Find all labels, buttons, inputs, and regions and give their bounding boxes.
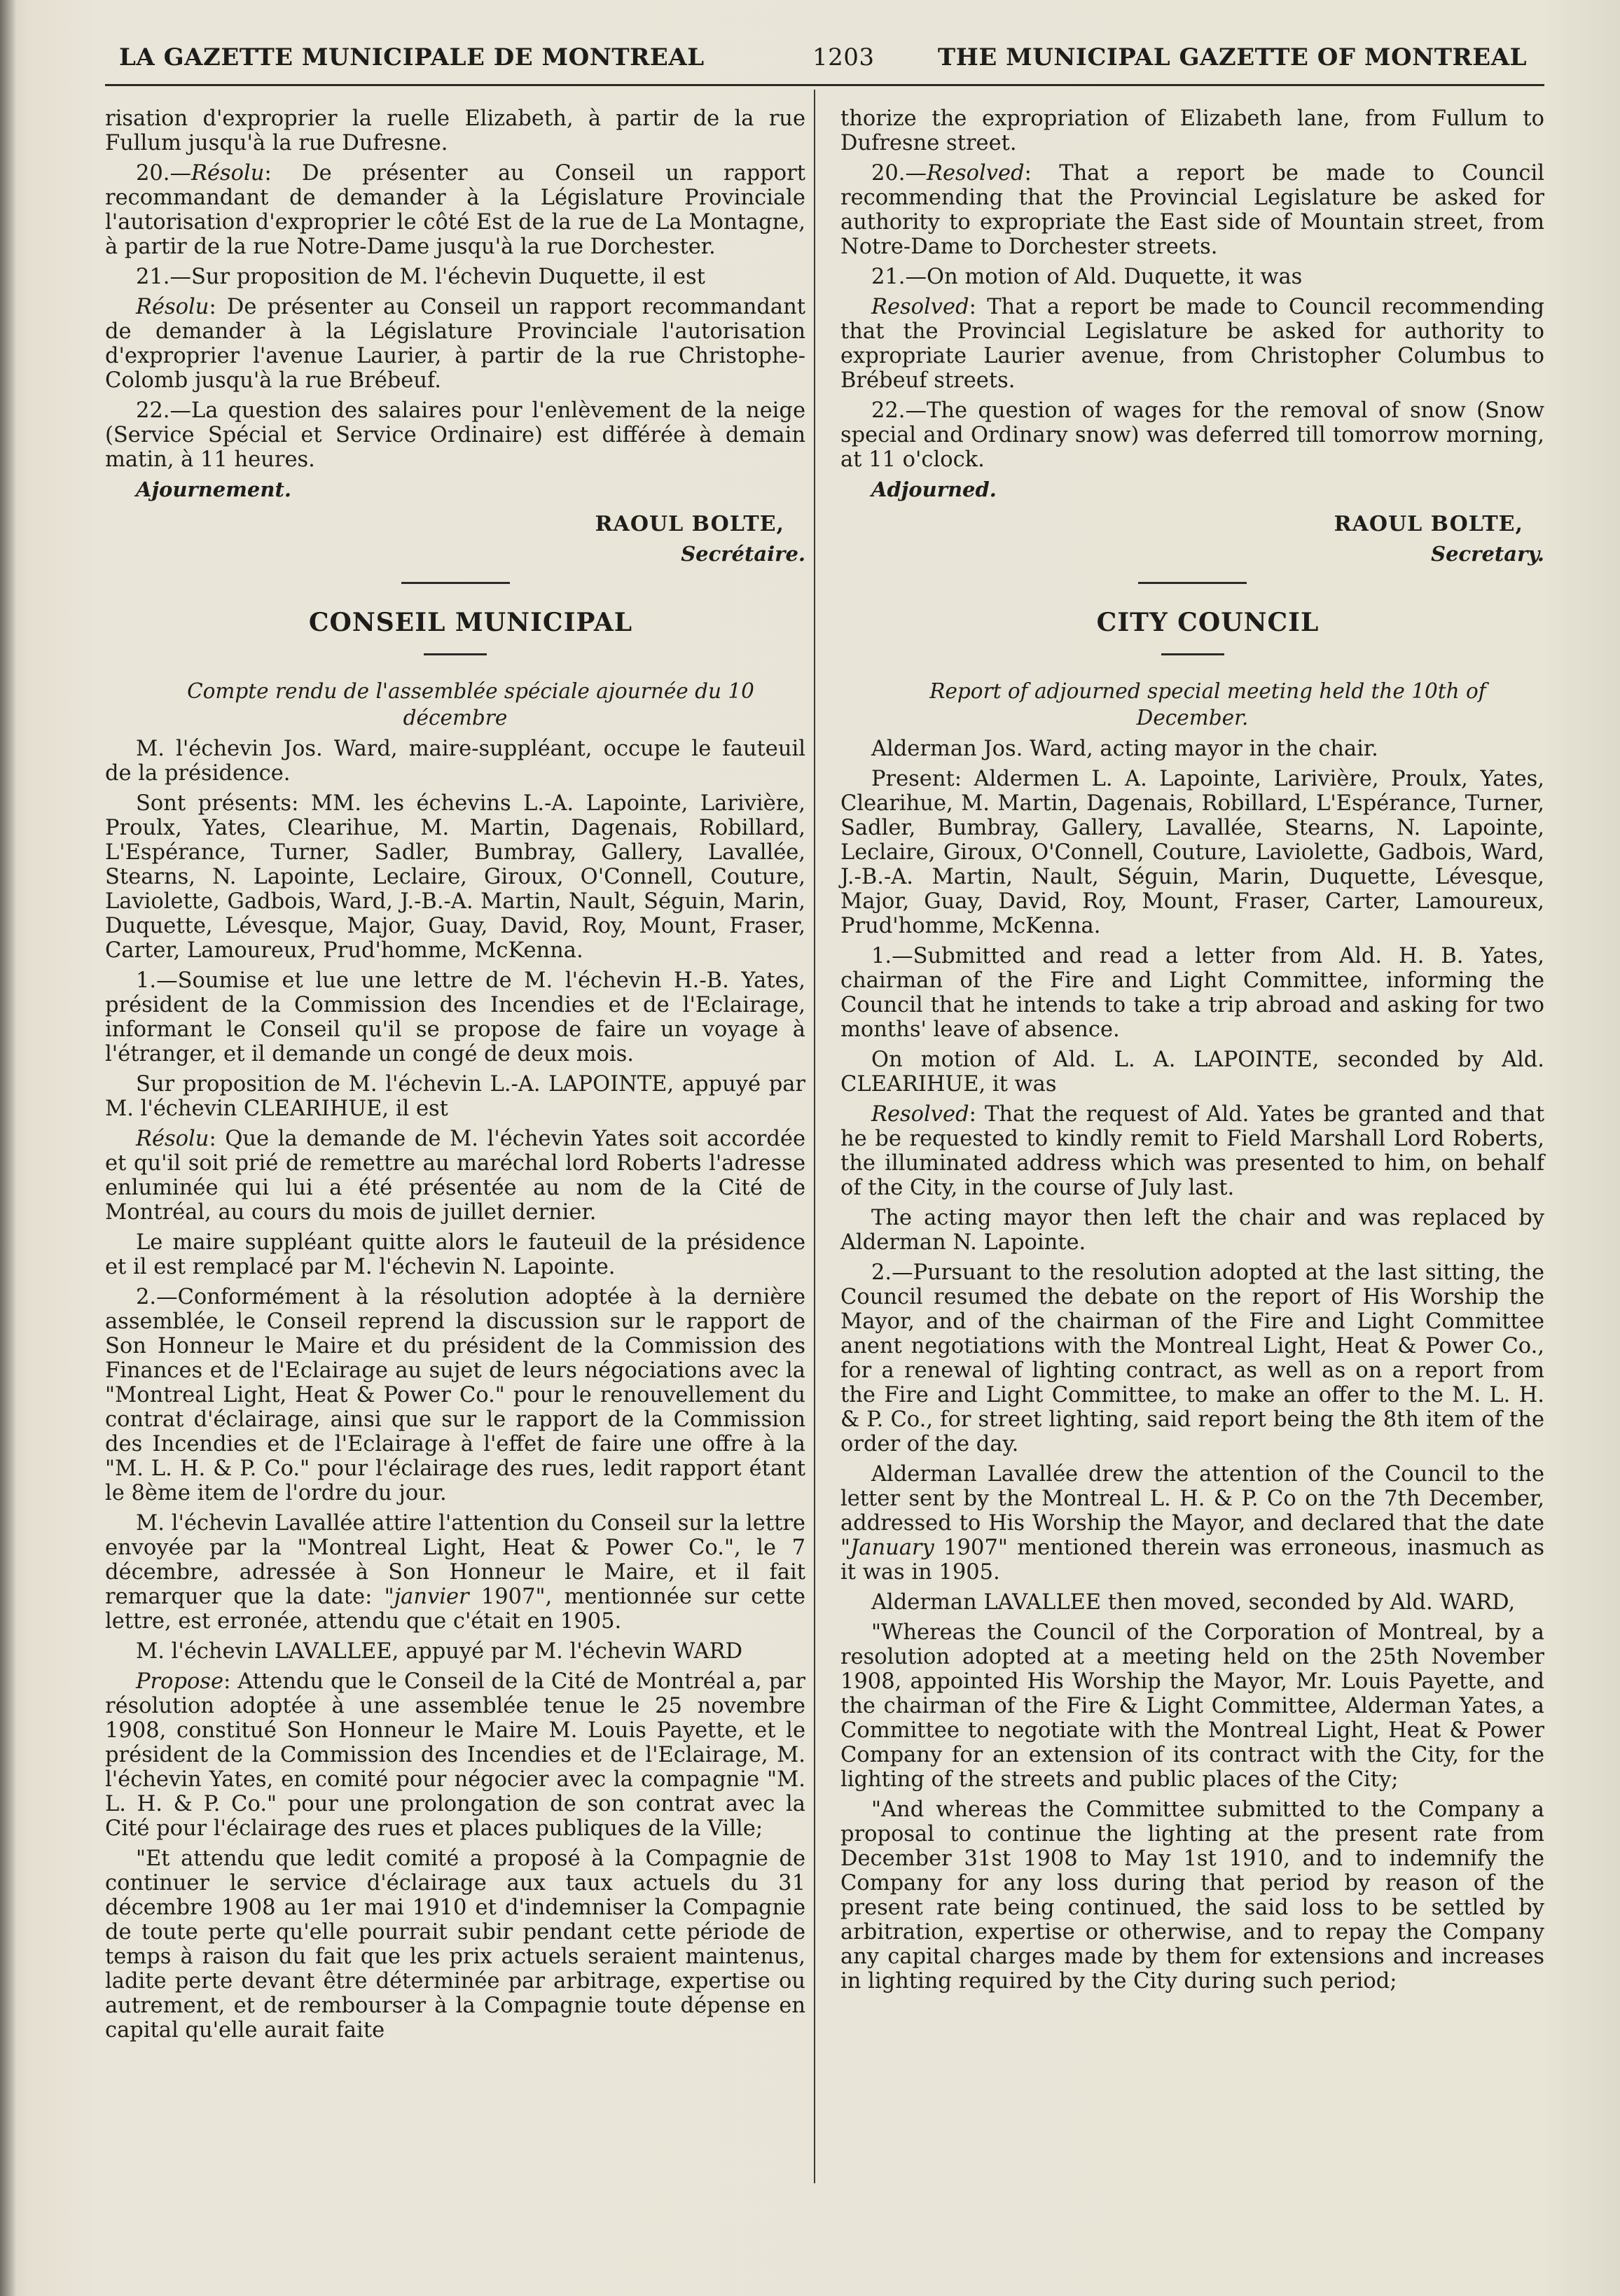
paragraph: Alderman LAVALLEE then moved, seconded by Ald. WARD,: [871, 1590, 1516, 1615]
paragraph: Le maire suppléant quitte alors le fauteuil de la présidence et il est remplacé par M. l'échevin N. Lapointe.: [105, 1230, 805, 1279]
signature-title: Secretary.: [1431, 542, 1544, 566]
item-number: 20.—: [136, 161, 192, 186]
resolution-lead: Resolved: [927, 161, 1025, 186]
resolution-lead: Resolved: [871, 295, 969, 319]
paragraph: "Et attendu que ledit comité a proposé à la Compagnie de continuer le service d'éclairage aux taux actuels du 31 décembre 1908 au 1er mai 1910 et d'indemniser la Compagnie de toute perte qu'elle pourrait subir pendant cette période de temps à raison du fait que les prix actuels seraient maintenus, ladite perte devant être déterminée par arbitrage, expertise ou autrement, et de rembourser à la Compagnie toute dépense en capital qu'elle aurait faite: [105, 1846, 805, 2043]
paragraph: [840, 295, 1544, 393]
paragraph-text: : De présenter au Conseil un rapport recommandant de demander à la Législature Provinciale l'autorisation d'exproprier le côté Est de la rue de La Montagne, à partir de la rue Notre-Dame jusqu'à la rue Dorchester.: [105, 161, 805, 259]
paragraph: M. l'échevin LAVALLEE, appuyé par M. l'échevin WARD: [136, 1639, 743, 1664]
paragraph: 21.—Sur proposition de M. l'échevin Duquette, il est: [136, 265, 705, 289]
signature-name: RAOUL BOLTE,: [1334, 512, 1523, 536]
paragraph-text: : Que la demande de M. l'échevin Yates soit accordée et qu'il soit prié de remettre au maréchal lord Roberts l'adresse enluminée qui lui a été présentée au nom de la Cité de Montréal, au cours du mois de juillet dernier.: [105, 1127, 805, 1225]
resolution-lead: Propose: [136, 1669, 224, 1694]
paragraph-text: 1907", mentionnée sur cette lettre, est erronée, attendu que c'était en 1905.: [105, 1585, 805, 1634]
resolution-lead: Résolu: [136, 295, 209, 319]
paragraph: [105, 1669, 805, 1841]
paragraph: 2.—Conformément à la résolution adoptée à la dernière assemblée, le Conseil reprend la discussion sur le rapport de Son Honneur le Maire et du président de la Commission des Finances et de l'Eclairage au sujet de leurs négociations avec la "Montreal Light, Heat & Power Co." pour le renouvellement du contrat d'éclairage, ainsi que sur le rapport de la Commission des Incendies et de l'Eclairage à l'effet de faire une offre à la "M. L. H. & P. Co." pour l'éclairage des rues, ledit rapport étant le 8ème item de l'ordre du jour.: [105, 1285, 805, 1505]
paragraph: 22.—La question des salaires pour l'enlèvement de la neige (Service Spécial et Service Ordinaire) est différée à demain matin, à 11 heures.: [105, 398, 805, 472]
paragraph: Sont présents: MM. les échevins L.-A. Lapointe, Larivière, Proulx, Yates, Clearihue, M. Martin, Dagenais, Robillard, L'Espérance, Turner, Sadler, Bumbray, Gallery, Lavallée, Stearns, N. Lapointe, Leclaire, Giroux, O'Connell, Couture, Laviolette, Gadbois, Ward, J.-B.-A. Martin, Nault, Séguin, Marin, Duquette, Lévesque, Major, Guay, David, Roy, Mount, Fraser, Carter, Lamoureux, Prud'homme, McKenna.: [105, 791, 805, 963]
paragraph: 21.—On motion of Ald. Duquette, it was: [871, 265, 1303, 289]
paragraph-text: Alderman Lavallée drew the attention of the Council to the letter sent by the Montreal L. H. & P. Co on the 7th December, addressed to His Worship the Mayor, and declared that the date ": [840, 1462, 1544, 1560]
paragraph: [105, 1127, 805, 1225]
paragraph: On motion of Ald. L. A. LAPOINTE, seconded by Ald. CLEARIHUE, it was: [840, 1048, 1544, 1097]
section-divider: [401, 582, 510, 584]
paragraph: "And whereas the Committee submitted to the Company a proposal to continue the lighting at the present rate from December 31st 1908 to May 1st 1910, and to indemnify the Company for any loss during that period by reason of the present rate being continued, the said loss to be settled by arbitration, expertise or otherwise, and to repay the Company any capital charges made by them for extensions and increases in lighting required by the City during such period;: [840, 1797, 1544, 1994]
column-divider: [814, 90, 815, 2183]
paragraph: thorize the expropriation of Elizabeth lane, from Fullum to Dufresne street.: [840, 106, 1544, 155]
title-divider: [1161, 653, 1224, 655]
paragraph: Alderman Jos. Ward, acting mayor in the chair.: [871, 737, 1378, 761]
paragraph: "Whereas the Council of the Corporation of Montreal, by a resolution adopted at a meeting held on the 25th November 1908, appointed His Worship the Mayor, Mr. Louis Payette, and the chairman of the Fire & Light Committee, Alderman Yates, a Committee to negotiate with the Montreal Light, Heat & Power Company for an extension of its contract with the City, for the lighting of the streets and public places of the City;: [840, 1620, 1544, 1792]
paragraph-text: M. l'échevin Lavallée attire l'attention du Conseil sur la lettre envoyée par la "Montreal Light, Heat & Power Co.", le 7 décembre, adressée à Son Honneur le Maire, et il fait remarquer que la date: ": [105, 1511, 805, 1609]
paragraph: Sur proposition de M. l'échevin L.-A. LAPOINTE, appuyé par M. l'échevin CLEARIHUE, il est: [105, 1072, 805, 1121]
paragraph-text: : That the request of Ald. Yates be granted and that he be requested to kindly remit to Field Marshall Lord Roberts, the illuminated address which was presented to him, on behalf of the City, in the course of July last.: [840, 1102, 1544, 1200]
paragraph: 22.—The question of wages for the removal of snow (Snow special and Ordinary snow) was deferred till tomorrow morning, at 11 o'clock.: [840, 398, 1544, 472]
paragraph-text: : That a report be made to Council recommending that the Provincial Legislature be asked for authority to expropriate Laurier avenue, from Christopher Columbus to Brébeuf streets.: [840, 295, 1544, 393]
paragraph: 2.—Pursuant to the resolution adopted at the last sitting, the Council resumed the debate on the report of His Worship the Mayor, and of the chairman of the Fire and Light Committee anent negotiations with the Montreal Light, Heat & Power Co., for a renewal of lighting contract, as well as on a report from the Fire and Light Committee, to make an offer to the M. L. H. & P. Co., for street lighting, said report being the 8th item of the order of the day.: [840, 1260, 1544, 1456]
paragraph: [840, 161, 1544, 259]
section-title: CITY COUNCIL: [1096, 608, 1320, 637]
paragraph-text: : De présenter au Conseil un rapport recommandant de demander à la Législature Provinciale l'autorisation d'exproprier l'avenue Laurier, à partir de la rue Christophe-Colomb jusqu'à la rue Brébeuf.: [105, 295, 805, 393]
signature-name: RAOUL BOLTE,: [595, 512, 784, 536]
adjournment-note: Ajournement.: [136, 478, 291, 501]
adjournment-note: Adjourned.: [871, 478, 997, 501]
paragraph: 1.—Submitted and read a letter from Ald. H. B. Yates, chairman of the Fire and Light Committee, informing the Council that he intends to take a trip abroad and asking for two months' leave of absence.: [840, 944, 1544, 1042]
section-subtitle: Report of adjourned special meeting held the 10th of December.: [929, 679, 1486, 730]
page-binding-edge: [0, 0, 15, 2296]
french-column: [105, 106, 805, 2048]
paragraph: Present: Aldermen L. A. Lapointe, Larivière, Proulx, Yates, Clearihue, M. Martin, Dagenais, Robillard, L'Espérance, Turner, Sadler, Bumbray, Gallery, Lavallée, Stearns, N. Lapointe, Leclaire, Giroux, O'Connell, Couture, Laviolette, Gadbois, Ward, J.-B.-A. Martin, Nault, Séguin, Marin, Duquette, Lévesque, Major, Guay, David, Roy, Mount, Fraser, Carter, Lamoureux, Prud'homme, McKenna.: [840, 767, 1544, 938]
italic-word: January: [850, 1536, 934, 1560]
paragraph: 1.—Soumise et lue une lettre de M. l'échevin H.-B. Yates, président de la Commission des Incendies et de l'Eclairage, informant le Conseil qu'il se propose de faire un voyage à l'étranger, et il demande un congé de deux mois.: [105, 968, 805, 1066]
item-number: 20.—: [871, 161, 927, 186]
resolution-lead: Resolved: [871, 1102, 969, 1127]
paragraph: [840, 1462, 1544, 1585]
section-divider: [1138, 582, 1247, 584]
signature-title: Secrétaire.: [681, 542, 805, 566]
resolution-lead: Résolu: [136, 1127, 209, 1151]
header-english-title: THE MUNICIPAL GAZETTE OF MONTREAL: [937, 43, 1527, 71]
section-subtitle: Compte rendu de l'assemblée spéciale ajournée du 10 décembre: [187, 679, 754, 730]
english-column: [840, 106, 1544, 1999]
page-header: [112, 43, 1541, 78]
paragraph: [105, 1511, 805, 1634]
title-divider: [424, 653, 487, 655]
paragraph: [840, 1102, 1544, 1200]
resolution-lead: Résolu: [191, 161, 265, 186]
paragraph-text: 1907" mentioned therein was erroneous, inasmuch as it was in 1905.: [840, 1536, 1544, 1585]
paragraph-text: : Attendu que le Conseil de la Cité de Montréal a, par résolution adoptée à une assemblée tenue le 25 novembre 1908, constitué Son Honneur le Maire M. Louis Payette, et le président de la Commission des Incendies et de l'Eclairage, M. l'échevin Yates, en comité pour négocier avec la compagnie "M. L. H. & P. Co." pour une prolongation de son contrat avec la Cité pour l'éclairage des rues et places publiques de la Ville;: [105, 1669, 805, 1841]
section-title: CONSEIL MUNICIPAL: [308, 608, 633, 637]
paragraph: [105, 161, 805, 259]
paragraph: The acting mayor then left the chair and was replaced by Alderman N. Lapointe.: [840, 1206, 1544, 1255]
italic-word: janvier: [394, 1585, 469, 1609]
header-french-title: LA GAZETTE MUNICIPALE DE MONTREAL: [119, 43, 705, 71]
page-number: 1203: [812, 43, 875, 71]
paragraph: [105, 295, 805, 393]
paragraph: risation d'exproprier la ruelle Elizabeth, à partir de la rue Fullum jusqu'à la rue Dufresne.: [105, 106, 805, 155]
paragraph-text: : That a report be made to Council recommending that the Provincial Legislature be asked for authority to expropriate the East side of Mountain street, from Notre-Dame to Dorchester streets.: [840, 161, 1544, 259]
header-rule: [105, 84, 1544, 86]
paragraph: M. l'échevin Jos. Ward, maire-suppléant, occupe le fauteuil de la présidence.: [105, 737, 805, 786]
